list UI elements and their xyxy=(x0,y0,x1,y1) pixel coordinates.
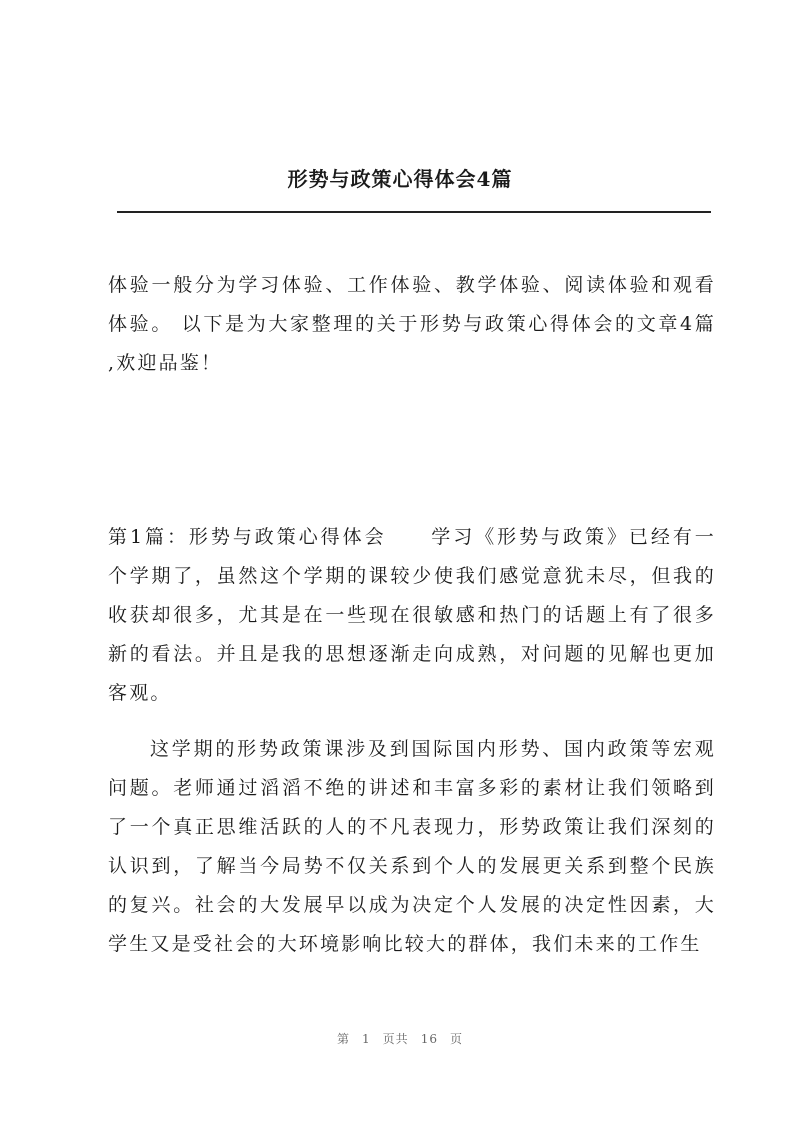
section-1 xyxy=(108,518,716,713)
paragraph-2: 这学期的形势政策课涉及到国际国内形势、国内政策等宏观问题。老师通过滔滔不绝的讲述和丰富多彩的素材让我们领略到了一个真正思维活跃的人的不凡表现力，形势政策让我们深刻的认识到，了解当今局势不仅关系到个人的发展更关系到整个民族的复兴。社会的大发展早以成为决定个人发展的决定性因素，大学生又是受社会的大环境影响比较大的群体，我们未来的工作生 xyxy=(108,738,716,955)
intro-paragraph xyxy=(108,266,716,383)
section-1-paragraph xyxy=(108,518,716,713)
footer-middle: 页共 xyxy=(382,1032,409,1046)
document-title: 形势与政策心得体会4篇 xyxy=(287,167,513,191)
section-1-heading: 第1篇：形势与政策心得体会 xyxy=(108,526,387,548)
footer-suffix: 页 xyxy=(449,1032,463,1046)
section-1-text: 学习《形势与政策》已经有一个学期了，虽然这个学期的课较少使我们感觉意犹未尽，但我的收获却很多，尤其是在一些现在很敏感和热门的话题上有了很多新的看法。并且是我的思想逐渐走向成熟，对问题的见解也更加客观。 xyxy=(108,526,716,704)
section-1-continued xyxy=(108,730,716,964)
title-underline xyxy=(117,211,711,213)
footer-current-page: 1 xyxy=(362,1032,371,1046)
footer-prefix: 第 xyxy=(337,1032,351,1046)
intro-text: 体验一般分为学习体验、工作体验、教学体验、阅读体验和观看体验。 以下是为大家整理的关于形势与政策心得体会的文章4篇 ,欢迎品鉴！ xyxy=(108,274,716,374)
footer-total-pages: 16 xyxy=(420,1032,438,1046)
page-footer xyxy=(0,1030,800,1047)
